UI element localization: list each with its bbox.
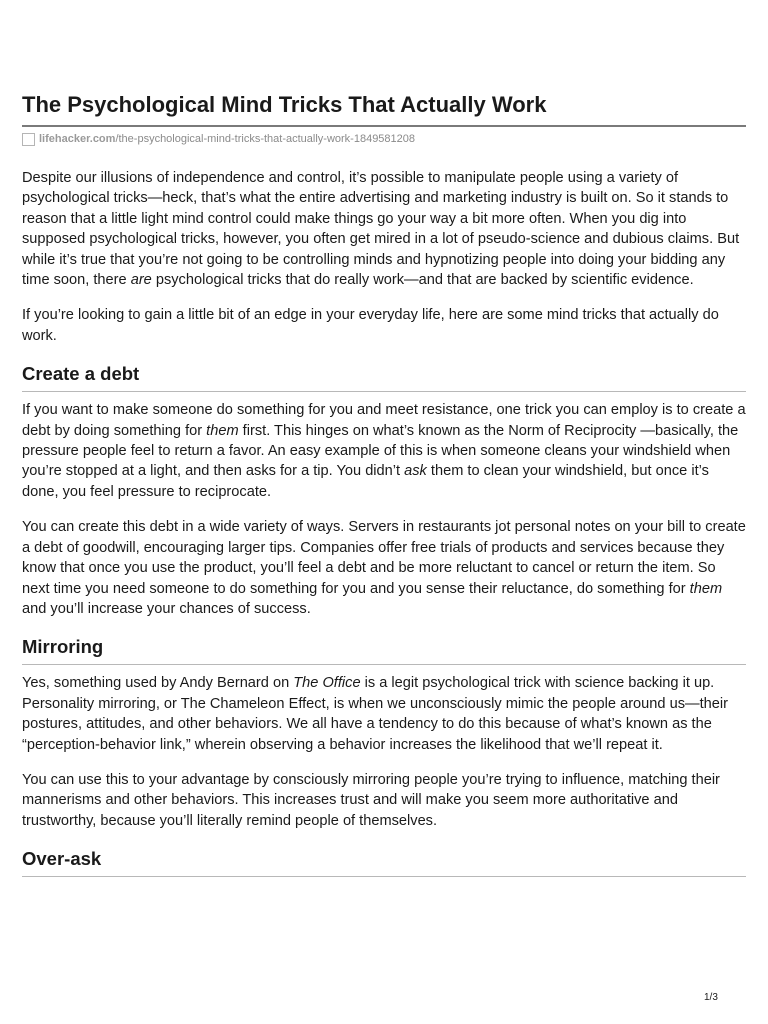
mirroring-paragraph-2: You can use this to your advantage by consciously mirroring people you’re trying to influence, matching their mannerisms and other behaviors. This increases trust and will make you seem more authoritative and trustworthy, because you’ll literally remind people of themselves. (22, 771, 720, 829)
emphasis-text: are (130, 272, 152, 289)
intro-paragraph-1 (22, 168, 746, 290)
debt-paragraph-1 (22, 400, 746, 502)
title-divider (22, 125, 746, 127)
text-run: and you’ll increase your chances of success. (22, 600, 311, 617)
text-run: Despite our illusions of independence and control, it’s possible to manipulate people using a variety of psychological tricks—heck, that’s what the entire advertising and marketing industry is built on. So it stands to reason that a little light mind control could make things go your way a bit more often. When you dig into supposed psychological tricks, however, you often get mired in a lot of pseudo-science and dubious claims. But while it’s true that you’re not going to be controlling minds and hypnotizing people into doing your bidding any time soon, there (22, 170, 740, 289)
section-heading-create-a-debt: Create a debt (22, 361, 746, 392)
mirroring-paragraph-1 (22, 673, 746, 755)
text-run: is a legit psychological trick with science backing it up. Personality mirroring, or The Chameleon Effect, is when we unconsciously mimic the people around us—their postures, attitudes, and other behaviors. We all have a tendency to do this because of what’s known as the “perception-behavior link,” wherein observing a behavior increases the likelihood that we’ll repeat it. (22, 675, 728, 753)
source-url[interactable] (22, 131, 415, 147)
emphasis-text: them (689, 580, 723, 597)
text-run: If you want to make someone do something for you and meet resistance, one trick you can employ is to create a debt by doing something for (22, 402, 746, 439)
section-heading-over-ask: Over-ask (22, 846, 746, 877)
article-title: The Psychological Mind Tricks That Actually Work (22, 92, 547, 117)
debt-paragraph-2 (22, 517, 746, 619)
emphasis-text: The Office (293, 675, 361, 692)
emphasis-text: them (206, 422, 239, 439)
intro-paragraph-2: If you’re looking to gain a little bit of an edge in your everyday life, here are some mind tricks that actually do work. (22, 307, 719, 344)
emphasis-text: ask (404, 463, 427, 480)
section-heading-mirroring: Mirroring (22, 634, 746, 665)
text-run: Yes, something used by Andy Bernard on (22, 675, 294, 692)
source-domain: lifehacker.com (39, 133, 116, 145)
article-body (22, 168, 746, 885)
source-path: /the-psychological-mind-tricks-that-actually-work-1849581208 (115, 133, 416, 145)
favicon-icon (22, 133, 35, 146)
text-run: them to clean your windshield, but once it’s done, you feel pressure to reciprocate. (22, 463, 709, 500)
page-number: 1/3 (704, 992, 718, 1003)
text-run: psychological tricks that do really work—and that are backed by scientific evidence. (151, 272, 694, 289)
text-run: first. This hinges on what’s known as the Norm of Reciprocity —basically, the pressure people feel to return a favor. An easy example of this is when someone cleans your windshield when you’re stopped at a light, and then asks for a tip. You didn’t (22, 422, 739, 480)
text-run: You can create this debt in a wide variety of ways. Servers in restaurants jot personal notes on your bill to create a debt of goodwill, encouraging larger tips. Companies offer free trials of products and services because they know that once you use the product, you’ll feel a debt and be more reluctant to cancel or return the item. So next time you need someone to do something for you and you sense their reluctance, do something for (22, 519, 746, 597)
